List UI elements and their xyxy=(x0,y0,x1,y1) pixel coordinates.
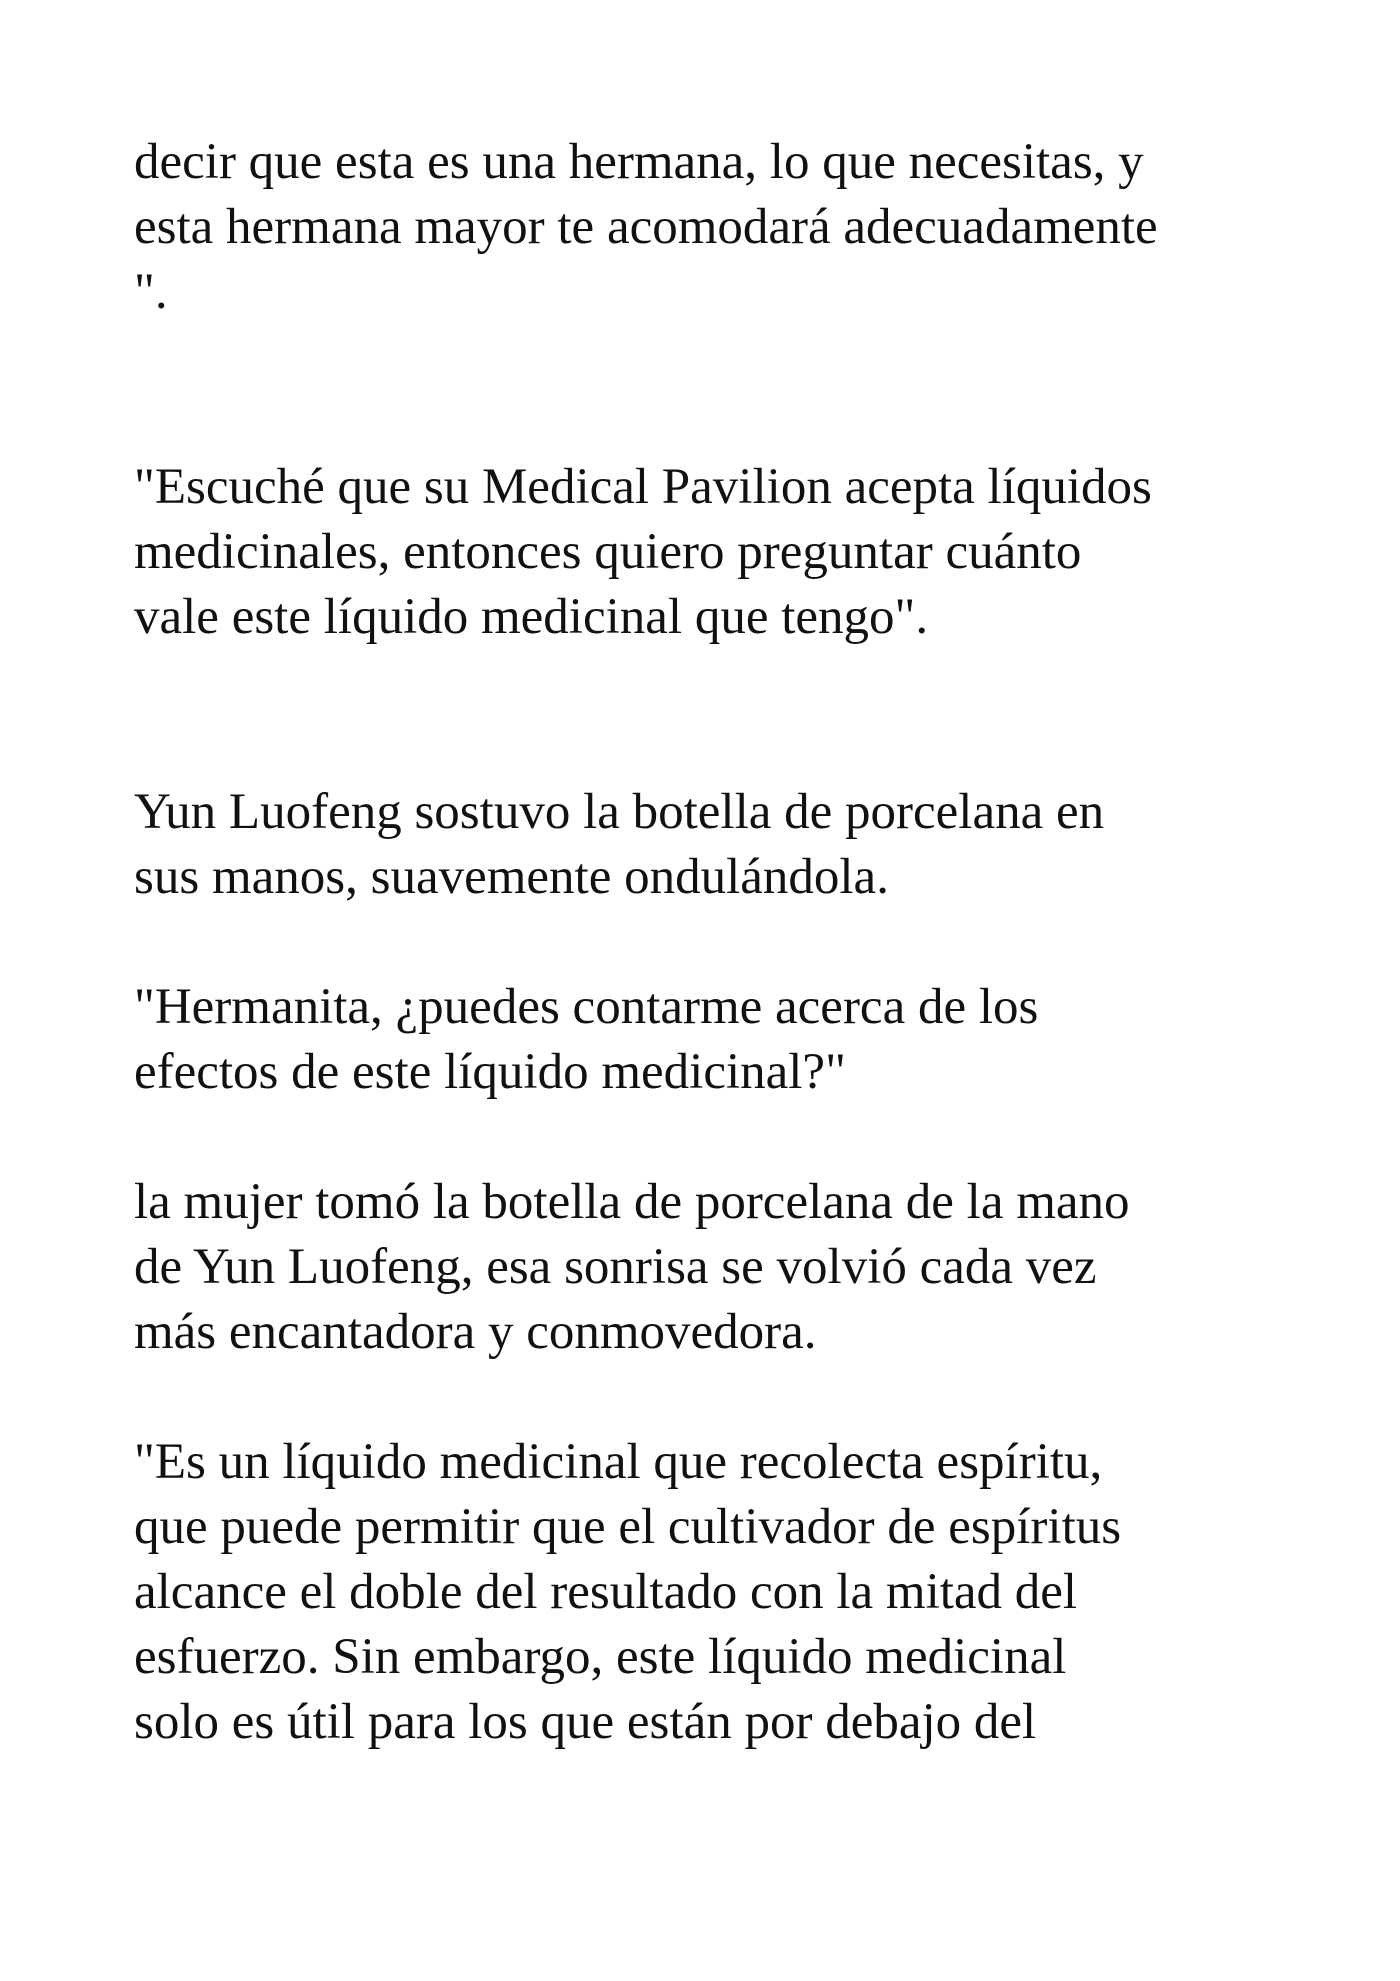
text-line: efectos de este líquido medicinal?" xyxy=(134,1044,846,1100)
text-line: "Hermanita, ¿puedes contarme acerca de los xyxy=(134,979,1039,1035)
text-line: decir que esta es una hermana, lo que necesitas, y xyxy=(134,134,1144,190)
paragraph-3 xyxy=(134,780,1294,910)
text-line: esta hermana mayor te acomodará adecuadamente xyxy=(134,199,1158,255)
paragraph-4 xyxy=(134,975,1294,1105)
paragraph-1 xyxy=(134,130,1294,325)
text-line: que puede permitir que el cultivador de espíritus xyxy=(134,1499,1122,1555)
text-line: la mujer tomó la botella de porcelana de la mano xyxy=(134,1174,1130,1230)
text-line: Yun Luofeng sostuvo la botella de porcelana en xyxy=(134,784,1105,840)
paragraph-5 xyxy=(134,1170,1294,1365)
text-line: más encantadora y conmovedora. xyxy=(134,1304,817,1360)
text-line: solo es útil para los que están por debajo del xyxy=(134,1694,1037,1750)
text-line: medicinales, entonces quiero preguntar cuánto xyxy=(134,524,1082,580)
text-line: vale este líquido medicinal que tengo". xyxy=(134,589,929,645)
text-line: esfuerzo. Sin embargo, este líquido medicinal xyxy=(134,1629,1067,1685)
text-line: "Escuché que su Medical Pavilion acepta líquidos xyxy=(134,459,1152,515)
paragraph-2 xyxy=(134,455,1294,650)
text-line: ". xyxy=(134,264,168,320)
text-line: sus manos, suavemente ondulándola. xyxy=(134,849,889,905)
document-body xyxy=(134,130,1294,1755)
paragraph-6 xyxy=(134,1430,1294,1755)
text-line: de Yun Luofeng, esa sonrisa se volvió cada vez xyxy=(134,1239,1097,1295)
text-line: alcance el doble del resultado con la mitad del xyxy=(134,1564,1078,1620)
text-line: "Es un líquido medicinal que recolecta espíritu, xyxy=(134,1434,1103,1490)
